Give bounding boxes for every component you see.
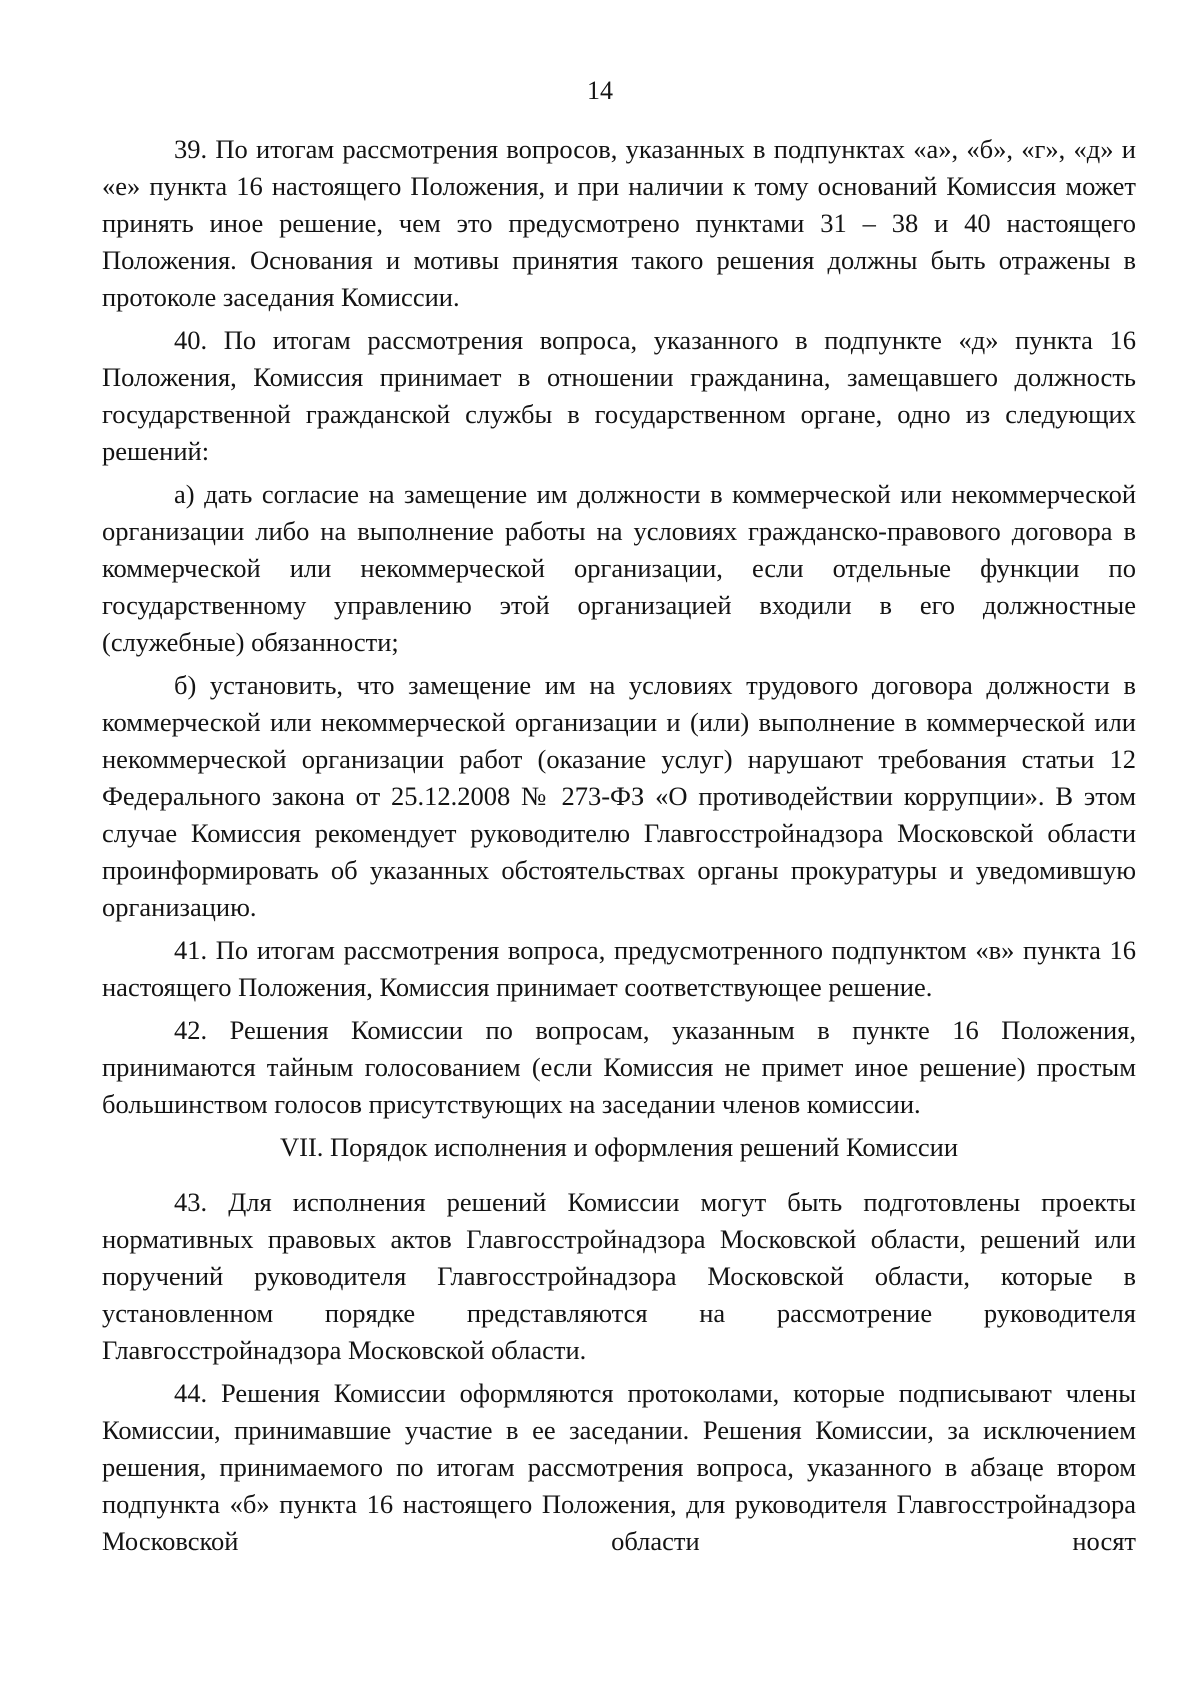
section-heading-vii: VII. Порядок исполнения и оформления решений Комиссии — [279, 1132, 958, 1162]
paragraph-43: 43. Для исполнения решений Комиссии могут быть подготовлены проекты нормативных правовых актов Главгосстройнадзора Московской области, решений или поручений руководителя Главгосстройнадзора Московской области, которые в установленном порядке представляются на рассмотрение руководителя Главгосстройнадзора Московской области. — [102, 1187, 1136, 1365]
paragraph-40: 40. По итогам рассмотрения вопроса, указанного в подпункте «д» пункта 16 Положения, Комиссия принимает в отношении гражданина, замещавшего должность государственной гражданской службы в государственном органе, одно из следующих решений: — [102, 325, 1136, 466]
paragraph-42: 42. Решения Комиссии по вопросам, указанным в пункте 16 Положения, принимаются тайным голосованием (если Комиссия не примет иное решение) простым большинством голосов присутствующих на заседании членов комиссии. — [102, 1015, 1136, 1119]
paragraph-44: 44. Решения Комиссии оформляются протоколами, которые подписывают члены Комиссии, принимавшие участие в ее заседании. Решения Комиссии, за исключением решения, принимаемого по итогам рассмотрения вопроса, указанного в абзаце втором подпункта «б» пункта 16 настоящего Положения, для руководителя Главгосстройнадзора Московской области носят — [102, 1378, 1136, 1556]
page-number: 14 — [587, 76, 613, 105]
paragraph-39: 39. По итогам рассмотрения вопросов, указанных в подпунктах «а», «б», «г», «д» и «е» пункта 16 настоящего Положения, и при наличии к тому оснований Комиссия может принять иное решение, чем это предусмотрено пунктами 31 – 38 и 40 настоящего Положения. Основания и мотивы принятия такого решения должны быть отражены в протоколе заседания Комиссии. — [102, 134, 1136, 312]
paragraph-40-b: б) установить, что замещение им на условиях трудового договора должности в коммерческой или некоммерческой организации и (или) выполнение в коммерческой или некоммерческой организации работ (оказание услуг) нарушают требования статьи 12 Федерального закона от 25.12.2008 № 273-ФЗ «О противодействии коррупции». В этом случае Комиссия рекомендует руководителю Главгосстройнадзора Московской области проинформировать об указанных обстоятельствах органы прокуратуры и уведомившую организацию. — [102, 670, 1136, 922]
document-body — [102, 131, 1136, 1566]
paragraph-40-a: а) дать согласие на замещение им должности в коммерческой или некоммерческой организации либо на выполнение работы на условиях гражданско-правового договора в коммерческой или некоммерческой организации, если отдельные функции по государственному управлению этой организацией входили в его должностные (служебные) обязанности; — [102, 479, 1136, 657]
paragraph-41: 41. По итогам рассмотрения вопроса, предусмотренного подпунктом «в» пункта 16 настоящего Положения, Комиссия принимает соответствующее решение. — [102, 935, 1136, 1002]
